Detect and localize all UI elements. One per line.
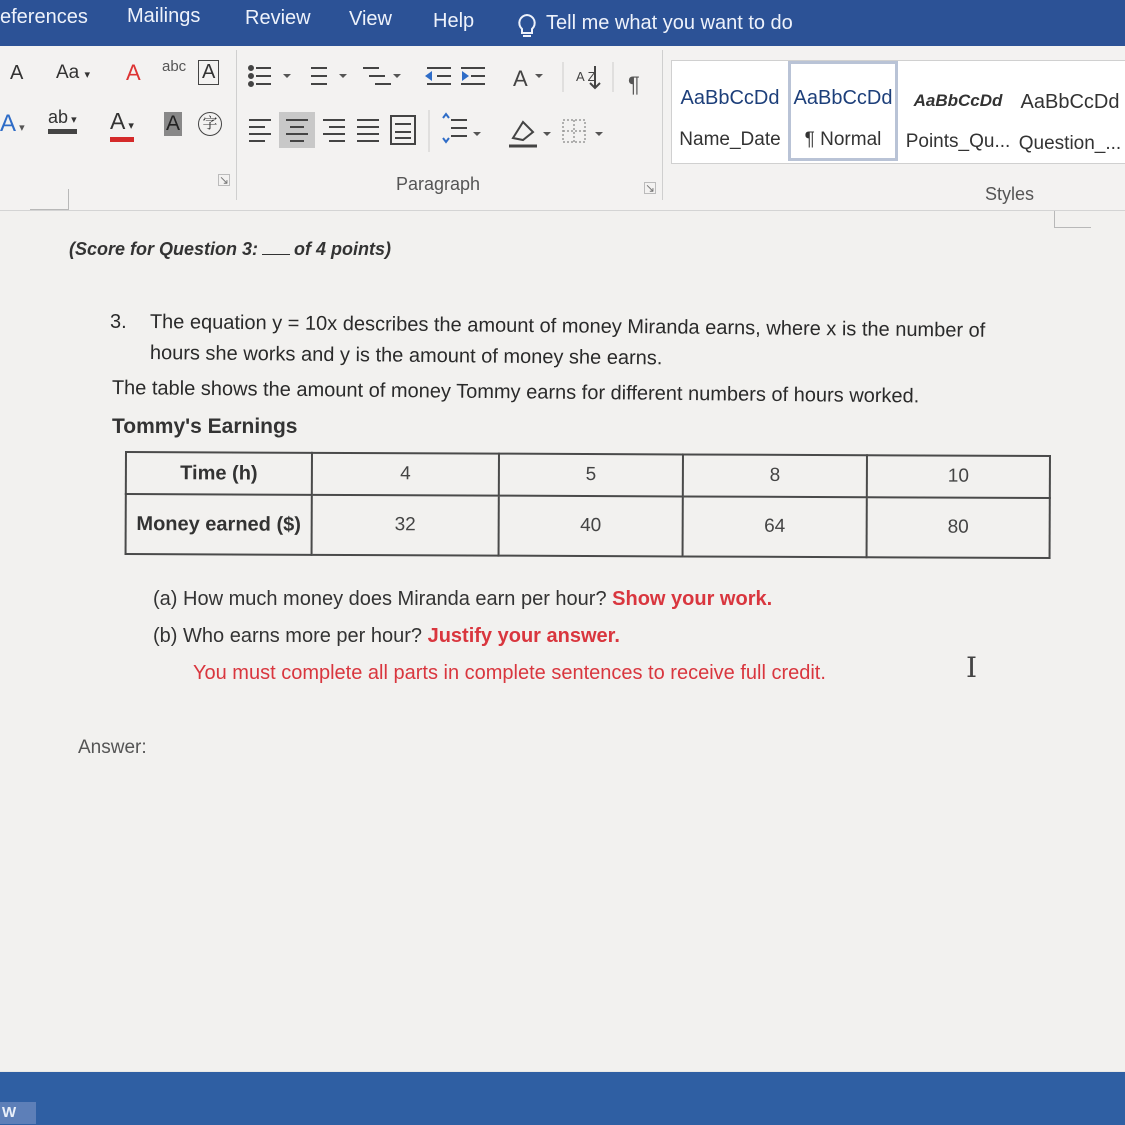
change-case-button[interactable] (56, 62, 90, 84)
score-blank[interactable] (262, 254, 290, 255)
phonetic-guide-button[interactable]: abc (162, 58, 187, 75)
chevron-down-icon (535, 74, 543, 78)
group-divider (236, 50, 237, 200)
increase-indent-icon[interactable] (461, 68, 485, 84)
style-normal[interactable] (788, 61, 898, 161)
style-name: Name_Date (679, 129, 781, 150)
style-points-question[interactable] (902, 61, 1014, 161)
chevron-down-icon: ▾ (125, 120, 134, 132)
font-color-button[interactable] (110, 110, 134, 142)
chevron-down-icon (393, 74, 401, 78)
style-preview: AaBbCcDd (793, 87, 893, 109)
table-cell: 40 (499, 496, 683, 557)
group-divider (662, 50, 663, 200)
chevron-down-icon (473, 132, 481, 136)
word-app-icon[interactable]: W (0, 1102, 36, 1124)
table-cell: 80 (867, 497, 1050, 558)
borders-icon[interactable] (563, 120, 585, 142)
highlight-button[interactable] (48, 108, 77, 134)
tab-help[interactable]: Help (433, 10, 475, 32)
style-preview: AaBbCcDd (680, 87, 780, 109)
part-b-label: (b) (153, 625, 178, 647)
table-cell: 64 (683, 496, 867, 557)
table-cell: 4 (312, 453, 499, 496)
numbering-icon[interactable] (311, 68, 327, 84)
part-b (153, 625, 620, 648)
table-cell: 8 (683, 454, 867, 497)
show-formatting-button[interactable]: ¶ (628, 72, 640, 97)
document-area[interactable] (0, 211, 1125, 1071)
sort-button[interactable]: A Z (576, 69, 596, 84)
credit-note: You must complete all parts in complete sentences to receive full credit. (193, 662, 826, 684)
margin-marker (1054, 211, 1091, 228)
style-preview: AaBbCcDd (1020, 91, 1120, 113)
table-cell: 32 (312, 495, 499, 556)
paragraph-group-label: Paragraph (396, 174, 481, 194)
bullets-icon[interactable] (249, 66, 271, 86)
style-name: Question_... (1018, 133, 1122, 154)
multilevel-list-icon[interactable] (363, 68, 391, 84)
question-number: 3. (110, 311, 127, 333)
part-a (153, 588, 772, 611)
question-text-line3: The table shows the amount of money Tommy earns for different numbers of hours worked. (111, 377, 920, 408)
question-text-line2: hours she works and y is the amount of money she earns. (149, 342, 663, 370)
score-prefix: (Score for Question 3: (69, 239, 259, 259)
clear-formatting-button[interactable]: A (126, 60, 141, 85)
character-shading-button[interactable]: A (166, 112, 181, 135)
chevron-down-icon (283, 74, 291, 78)
margin-marker (30, 189, 69, 210)
ribbon (0, 46, 1125, 211)
part-b-emphasis: Justify your answer. (427, 625, 620, 647)
grow-font-button[interactable]: A (10, 62, 24, 84)
align-right-icon[interactable] (323, 120, 345, 141)
question-text-line1: The equation y = 10x describes the amount of money Miranda earns, where x is the number of (149, 311, 986, 342)
chevron-down-icon (543, 132, 551, 136)
document-page[interactable] (0, 211, 1125, 1071)
justify-icon[interactable] (357, 120, 379, 141)
menu-bar (0, 0, 1125, 46)
table-cell: 5 (499, 454, 683, 497)
highlight-label: ab (48, 107, 69, 127)
part-a-emphasis: Show your work. (612, 588, 773, 610)
paragraph-dialog-launcher-icon[interactable]: ↘ (645, 181, 656, 195)
change-case-label: Aa (56, 62, 80, 83)
answer-label: Answer: (78, 737, 147, 758)
text-effects-label: A (0, 110, 17, 137)
chevron-down-icon: ▾ (84, 69, 91, 81)
table-row (126, 452, 1050, 498)
score-line (69, 239, 391, 260)
tab-review[interactable]: Review (245, 7, 311, 29)
enclose-characters-button[interactable]: 字 (198, 112, 222, 136)
tab-view[interactable]: View (349, 8, 392, 30)
tab-references[interactable]: eferences (0, 6, 88, 28)
styles-gallery (671, 60, 1125, 164)
shading-icon[interactable] (509, 122, 537, 146)
tab-mailings[interactable]: Mailings (127, 5, 201, 27)
style-question[interactable] (1016, 61, 1124, 161)
chevron-down-icon (339, 74, 347, 78)
taskbar (0, 1072, 1125, 1125)
styles-group-label: Styles (985, 184, 1035, 204)
align-center-selected-bg (279, 112, 315, 148)
row-header-time: Time (h) (126, 452, 312, 495)
character-border-button[interactable]: A (198, 60, 219, 85)
chevron-down-icon: ▾ (68, 114, 77, 126)
part-a-text: How much money does Miranda earn per hour? (183, 588, 607, 610)
style-name: ¶ Normal (804, 129, 882, 150)
table-title: Tommy's Earnings (112, 415, 298, 438)
asian-layout-icon[interactable]: A (513, 66, 528, 91)
earnings-table (125, 451, 1051, 559)
decrease-indent-icon[interactable] (425, 68, 451, 84)
part-b-text: Who earns more per hour? (183, 625, 423, 647)
style-name-date[interactable] (674, 61, 786, 161)
style-name: Points_Qu... (905, 131, 1011, 152)
font-dialog-launcher-icon[interactable]: ↘ (219, 173, 230, 187)
distributed-icon[interactable] (391, 116, 415, 144)
align-left-icon[interactable] (249, 120, 271, 141)
font-color-label: A (110, 108, 126, 134)
row-header-money: Money earned ($) (126, 494, 312, 555)
text-effects-button[interactable] (0, 110, 25, 138)
table-cell: 10 (867, 455, 1050, 498)
part-a-label: (a) (153, 588, 178, 610)
chevron-down-icon: ▾ (16, 122, 25, 134)
tell-me-text: Tell me what you want to do (546, 12, 793, 34)
table-row (126, 494, 1050, 558)
score-suffix: of 4 points) (294, 239, 392, 259)
chevron-down-icon (595, 132, 603, 136)
text-cursor-icon: I (966, 651, 978, 684)
line-spacing-icon[interactable] (443, 114, 467, 142)
style-preview: AaBbCcDd (913, 91, 1003, 110)
lightbulb-icon (514, 12, 540, 40)
